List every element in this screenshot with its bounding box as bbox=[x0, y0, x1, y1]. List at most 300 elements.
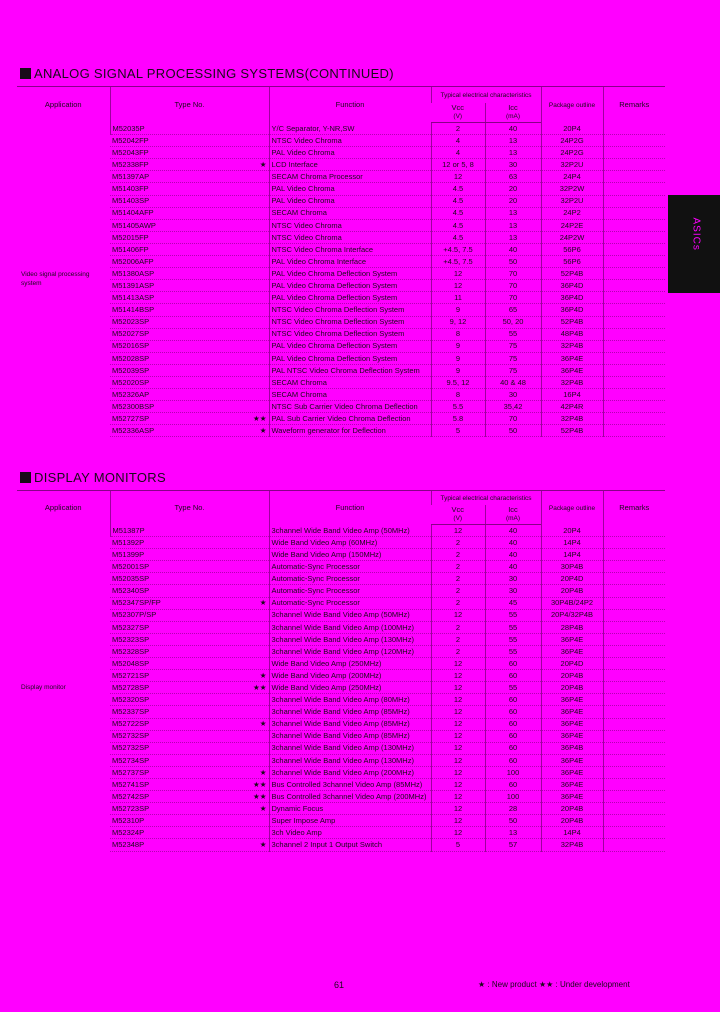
remarks-cell bbox=[603, 549, 665, 561]
table-row bbox=[17, 778, 665, 790]
vcc-cell: 5.8 bbox=[431, 413, 485, 425]
function-cell: PAL Video Chroma bbox=[269, 183, 431, 195]
vcc-cell: 12 bbox=[431, 525, 485, 537]
icc-cell: 30 bbox=[485, 159, 541, 171]
type-no: M52741SP bbox=[112, 779, 150, 789]
package-cell: 36P4E bbox=[541, 791, 603, 803]
package-cell: 20P4 bbox=[541, 525, 603, 537]
icc-cell: 70 bbox=[485, 280, 541, 292]
package-cell: 20P4B bbox=[541, 815, 603, 827]
vcc-cell: 12 bbox=[431, 718, 485, 730]
vcc-cell: 12 bbox=[431, 742, 485, 754]
col-remarks: Remarks bbox=[603, 491, 665, 525]
type-no-cell bbox=[110, 525, 269, 537]
icc-cell: 13 bbox=[485, 827, 541, 839]
function-cell: Super Impose Amp bbox=[269, 815, 431, 827]
type-no: M51387P bbox=[112, 525, 145, 535]
icc-cell: 13 bbox=[485, 135, 541, 147]
type-no-cell bbox=[110, 425, 269, 437]
square-bullet-icon bbox=[20, 68, 31, 79]
icc-cell: 35,42 bbox=[485, 401, 541, 413]
type-no: M51403FP bbox=[112, 184, 149, 194]
icc-cell: 40 bbox=[485, 525, 541, 537]
type-no-cell bbox=[110, 778, 269, 790]
type-no-cell bbox=[110, 682, 269, 694]
vcc-cell: 12 bbox=[431, 778, 485, 790]
type-no: M52337SP bbox=[112, 707, 150, 717]
remarks-cell bbox=[603, 658, 665, 670]
package-cell: 20P4D bbox=[541, 573, 603, 585]
table-row bbox=[17, 340, 665, 352]
icc-cell: 75 bbox=[485, 364, 541, 376]
col-function: Function bbox=[269, 87, 431, 123]
table-row bbox=[17, 352, 665, 364]
type-no: M51405AWP bbox=[112, 220, 156, 230]
icc-cell: 50 bbox=[485, 815, 541, 827]
star-icon: ★★ bbox=[253, 683, 267, 693]
star-icon: ★ bbox=[259, 840, 267, 850]
table-row bbox=[17, 645, 665, 657]
function-cell: 3channel Wide Band Video Amp (50MHz) bbox=[269, 609, 431, 621]
col-package: Package outline bbox=[541, 87, 603, 123]
remarks-cell bbox=[603, 159, 665, 171]
function-cell: PAL Video Chroma Deflection System bbox=[269, 352, 431, 364]
type-no: M52347SP/FP bbox=[112, 598, 161, 608]
vcc-cell: 9 bbox=[431, 352, 485, 364]
function-cell: SECAM Chroma bbox=[269, 207, 431, 219]
package-cell: 36P4E bbox=[541, 364, 603, 376]
remarks-cell bbox=[603, 609, 665, 621]
remarks-cell bbox=[603, 243, 665, 255]
function-cell: Y/C Separator, Y-NR,SW bbox=[269, 123, 431, 135]
type-no: M52340SP bbox=[112, 586, 150, 596]
type-no: M52323SP bbox=[112, 634, 150, 644]
package-cell: 24P2G bbox=[541, 147, 603, 159]
type-no: M51391ASP bbox=[112, 281, 155, 291]
icc-cell: 45 bbox=[485, 597, 541, 609]
col-typical: Typical electrical characteristics bbox=[431, 87, 541, 103]
type-no-cell bbox=[110, 803, 269, 815]
function-cell: NTSC Video Chroma Interface bbox=[269, 243, 431, 255]
function-cell: Bus Controlled 3channel Video Amp (85MHz) bbox=[269, 778, 431, 790]
icc-cell: 60 bbox=[485, 754, 541, 766]
type-no-cell bbox=[110, 633, 269, 645]
type-no-cell bbox=[110, 123, 269, 135]
function-cell: 3channel Wide Band Video Amp (85MHz) bbox=[269, 706, 431, 718]
function-cell: PAL NTSC Video Chroma Deflection System bbox=[269, 364, 431, 376]
icc-cell: 13 bbox=[485, 231, 541, 243]
remarks-cell bbox=[603, 585, 665, 597]
table-row bbox=[17, 389, 665, 401]
table-row bbox=[17, 742, 665, 754]
type-no-cell bbox=[110, 340, 269, 352]
function-cell: 3channel Wide Band Video Amp (130MHz) bbox=[269, 754, 431, 766]
vcc-cell: 2 bbox=[431, 597, 485, 609]
type-no: M52348P bbox=[112, 840, 145, 850]
icc-cell: 40 & 48 bbox=[485, 376, 541, 388]
function-cell: 3channel 2 Input 1 Output Switch bbox=[269, 839, 431, 851]
vcc-cell: 12 bbox=[431, 706, 485, 718]
type-no-cell bbox=[110, 219, 269, 231]
function-cell: Bus Controlled 3channel Video Amp (200MHz) bbox=[269, 791, 431, 803]
remarks-cell bbox=[603, 352, 665, 364]
vcc-cell: 5.5 bbox=[431, 401, 485, 413]
package-cell: 36P4E bbox=[541, 730, 603, 742]
icc-cell: 57 bbox=[485, 839, 541, 851]
table-row bbox=[17, 682, 665, 694]
package-cell: 24P2E bbox=[541, 219, 603, 231]
table-row bbox=[17, 268, 665, 280]
package-cell: 36P4D bbox=[541, 292, 603, 304]
table-row bbox=[17, 243, 665, 255]
analog-title-text: ANALOG SIGNAL PROCESSING SYSTEMS(CONTINUED) bbox=[34, 66, 394, 81]
table-row bbox=[17, 183, 665, 195]
type-no-cell bbox=[110, 280, 269, 292]
function-cell: Wide Band Video Amp (250MHz) bbox=[269, 658, 431, 670]
icc-cell: 20 bbox=[485, 183, 541, 195]
type-no: M52039SP bbox=[112, 365, 150, 375]
remarks-cell bbox=[603, 682, 665, 694]
function-cell: PAL Video Chroma Deflection System bbox=[269, 292, 431, 304]
application-cell: Display monitor bbox=[21, 683, 66, 691]
vcc-cell: 9.5, 12 bbox=[431, 376, 485, 388]
display-spec-table bbox=[17, 490, 665, 852]
function-cell: 3channel Wide Band Video Amp (80MHz) bbox=[269, 694, 431, 706]
type-no: M52035P bbox=[112, 123, 145, 133]
icc-cell: 60 bbox=[485, 730, 541, 742]
package-cell: 20P4B bbox=[541, 585, 603, 597]
type-no: M52721SP bbox=[112, 670, 150, 680]
function-cell: 3channel Wide Band Video Amp (85MHz) bbox=[269, 718, 431, 730]
table-row bbox=[17, 694, 665, 706]
package-cell: 32P2U bbox=[541, 159, 603, 171]
package-cell: 36P4E bbox=[541, 645, 603, 657]
table-row bbox=[17, 658, 665, 670]
table-row bbox=[17, 585, 665, 597]
type-no: M52023SP bbox=[112, 317, 150, 327]
type-no: M52028SP bbox=[112, 353, 150, 363]
type-no: M52326AP bbox=[112, 389, 150, 399]
table-row bbox=[17, 147, 665, 159]
function-cell: 3channel Wide Band Video Amp (200MHz) bbox=[269, 766, 431, 778]
table-row bbox=[17, 304, 665, 316]
package-cell: 20P4B bbox=[541, 670, 603, 682]
type-no: M51414BSP bbox=[112, 305, 155, 315]
vcc-cell: 12 bbox=[431, 694, 485, 706]
type-no: M52722SP bbox=[112, 719, 150, 729]
package-cell: 32P4B bbox=[541, 376, 603, 388]
package-cell: 28P4B bbox=[541, 621, 603, 633]
package-cell: 14P4 bbox=[541, 549, 603, 561]
table-row bbox=[17, 839, 665, 851]
package-cell: 36P4E bbox=[541, 694, 603, 706]
table-row bbox=[17, 609, 665, 621]
remarks-cell bbox=[603, 694, 665, 706]
table-row bbox=[17, 292, 665, 304]
icc-cell: 55 bbox=[485, 682, 541, 694]
type-no-cell bbox=[110, 183, 269, 195]
type-no: M52327SP bbox=[112, 622, 150, 632]
remarks-cell bbox=[603, 364, 665, 376]
star-icon: ★ bbox=[259, 160, 267, 170]
table-row bbox=[17, 766, 665, 778]
table-row bbox=[17, 597, 665, 609]
type-no-cell bbox=[110, 718, 269, 730]
vcc-cell: 12 bbox=[431, 171, 485, 183]
side-tab-label: ASICs bbox=[690, 217, 702, 251]
type-no-cell bbox=[110, 207, 269, 219]
function-cell: PAL Video Chroma Deflection System bbox=[269, 280, 431, 292]
remarks-cell bbox=[603, 766, 665, 778]
package-cell: 30P4B bbox=[541, 561, 603, 573]
vcc-cell: 8 bbox=[431, 328, 485, 340]
col-icc: Icc (mA) bbox=[485, 103, 541, 123]
vcc-cell: 12 or 5, 8 bbox=[431, 159, 485, 171]
type-no: M52043FP bbox=[112, 147, 149, 157]
col-remarks: Remarks bbox=[603, 87, 665, 123]
vcc-cell: 12 bbox=[431, 791, 485, 803]
type-no: M51380ASP bbox=[112, 268, 155, 278]
type-no-cell bbox=[110, 195, 269, 207]
remarks-cell bbox=[603, 171, 665, 183]
remarks-cell bbox=[603, 597, 665, 609]
type-no: M52732SP bbox=[112, 731, 150, 741]
vcc-cell: 2 bbox=[431, 621, 485, 633]
table-row bbox=[17, 425, 665, 437]
package-cell: 32P2W bbox=[541, 183, 603, 195]
analog-section-title bbox=[20, 66, 394, 81]
table-row bbox=[17, 159, 665, 171]
type-no-cell bbox=[110, 304, 269, 316]
type-no: M52734SP bbox=[112, 755, 150, 765]
table-row bbox=[17, 803, 665, 815]
icc-cell: 50 bbox=[485, 425, 541, 437]
vcc-cell: 2 bbox=[431, 537, 485, 549]
table-row bbox=[17, 525, 665, 537]
table-row bbox=[17, 573, 665, 585]
package-cell: 36P4E bbox=[541, 352, 603, 364]
table-row bbox=[17, 754, 665, 766]
vcc-cell: 2 bbox=[431, 585, 485, 597]
package-cell: 42P4R bbox=[541, 401, 603, 413]
star-legend: ★ : New product ★★ : Under development bbox=[478, 980, 630, 989]
icc-cell: 70 bbox=[485, 292, 541, 304]
vcc-cell: 4.5 bbox=[431, 219, 485, 231]
package-cell: 24P4 bbox=[541, 171, 603, 183]
type-no-cell bbox=[110, 243, 269, 255]
asics-side-tab bbox=[668, 195, 720, 293]
icc-cell: 70 bbox=[485, 268, 541, 280]
remarks-cell bbox=[603, 791, 665, 803]
icc-cell: 100 bbox=[485, 791, 541, 803]
vcc-cell: 4 bbox=[431, 135, 485, 147]
vcc-cell: 2 bbox=[431, 549, 485, 561]
vcc-cell: 4.5 bbox=[431, 231, 485, 243]
type-no-cell bbox=[110, 292, 269, 304]
type-no: M52020SP bbox=[112, 377, 150, 387]
star-icon: ★★ bbox=[253, 779, 267, 789]
table-row bbox=[17, 621, 665, 633]
package-cell: 24P2G bbox=[541, 135, 603, 147]
icc-cell: 75 bbox=[485, 352, 541, 364]
type-no: M52336ASP bbox=[112, 426, 155, 436]
type-no: M52728SP bbox=[112, 683, 150, 693]
package-cell: 20P4 bbox=[541, 123, 603, 135]
star-icon: ★ bbox=[259, 426, 267, 436]
function-cell: PAL Sub Carrier Video Chroma Deflection bbox=[269, 413, 431, 425]
type-no: M52324P bbox=[112, 828, 145, 838]
function-cell: Waveform generator for Deflection bbox=[269, 425, 431, 437]
remarks-cell bbox=[603, 742, 665, 754]
function-cell: NTSC Video Chroma Deflection System bbox=[269, 316, 431, 328]
package-cell: 52P4B bbox=[541, 268, 603, 280]
function-cell: Wide Band Video Amp (200MHz) bbox=[269, 670, 431, 682]
col-application: Application bbox=[17, 87, 110, 123]
icc-cell: 40 bbox=[485, 123, 541, 135]
icc-cell: 60 bbox=[485, 718, 541, 730]
type-no-cell bbox=[110, 171, 269, 183]
remarks-cell bbox=[603, 561, 665, 573]
vcc-cell: 12 bbox=[431, 280, 485, 292]
remarks-cell bbox=[603, 827, 665, 839]
type-no-cell bbox=[110, 694, 269, 706]
type-no: M52006AFP bbox=[112, 256, 154, 266]
vcc-cell: 4.5 bbox=[431, 195, 485, 207]
vcc-cell: 2 bbox=[431, 573, 485, 585]
remarks-cell bbox=[603, 778, 665, 790]
vcc-cell: 9, 12 bbox=[431, 316, 485, 328]
remarks-cell bbox=[603, 304, 665, 316]
function-cell: Wide Band Video Amp (150MHz) bbox=[269, 549, 431, 561]
type-no: M52042FP bbox=[112, 135, 149, 145]
table-row bbox=[17, 376, 665, 388]
table-row bbox=[17, 195, 665, 207]
remarks-cell bbox=[603, 231, 665, 243]
function-cell: NTSC Video Chroma bbox=[269, 219, 431, 231]
type-no-cell bbox=[110, 742, 269, 754]
icc-cell: 55 bbox=[485, 609, 541, 621]
type-no-cell bbox=[110, 730, 269, 742]
type-no: M52320SP bbox=[112, 695, 150, 705]
type-no-cell bbox=[110, 585, 269, 597]
function-cell: Wide Band Video Amp (60MHz) bbox=[269, 537, 431, 549]
function-cell: NTSC Video Chroma Deflection System bbox=[269, 304, 431, 316]
remarks-cell bbox=[603, 803, 665, 815]
package-cell: 36P4D bbox=[541, 304, 603, 316]
type-no: M52300BSP bbox=[112, 401, 155, 411]
function-cell: SECAM Chroma Processor bbox=[269, 171, 431, 183]
table-row bbox=[17, 827, 665, 839]
vcc-cell: 12 bbox=[431, 803, 485, 815]
package-cell: 20P4D bbox=[541, 658, 603, 670]
function-cell: Automatic-Sync Processor bbox=[269, 597, 431, 609]
remarks-cell bbox=[603, 573, 665, 585]
icc-cell: 70 bbox=[485, 413, 541, 425]
vcc-cell: 12 bbox=[431, 730, 485, 742]
star-icon: ★ bbox=[259, 767, 267, 777]
remarks-cell bbox=[603, 525, 665, 537]
package-cell: 36P4D bbox=[541, 280, 603, 292]
vcc-cell: 2 bbox=[431, 123, 485, 135]
col-type-no: Type No. bbox=[110, 491, 269, 525]
remarks-cell bbox=[603, 706, 665, 718]
type-no-cell bbox=[110, 766, 269, 778]
vcc-cell: 9 bbox=[431, 364, 485, 376]
type-no-cell bbox=[110, 389, 269, 401]
table-row bbox=[17, 135, 665, 147]
package-cell: 52P4B bbox=[541, 316, 603, 328]
display-title-text: DISPLAY MONITORS bbox=[34, 470, 166, 485]
type-no-cell bbox=[110, 147, 269, 159]
vcc-cell: 4.5 bbox=[431, 207, 485, 219]
type-no-cell bbox=[110, 268, 269, 280]
remarks-cell bbox=[603, 754, 665, 766]
function-cell: PAL Video Chroma Deflection System bbox=[269, 340, 431, 352]
function-cell: 3channel Wide Band Video Amp (50MHz) bbox=[269, 525, 431, 537]
type-no-cell bbox=[110, 256, 269, 268]
type-no-cell bbox=[110, 621, 269, 633]
type-no: M52727SP bbox=[112, 414, 150, 424]
type-no-cell bbox=[110, 231, 269, 243]
function-cell: Dynamic Focus bbox=[269, 803, 431, 815]
type-no: M52328SP bbox=[112, 646, 150, 656]
vcc-cell: 8 bbox=[431, 389, 485, 401]
type-no: M52737SP bbox=[112, 767, 150, 777]
table-row bbox=[17, 256, 665, 268]
table-row bbox=[17, 730, 665, 742]
type-no: M52732SP bbox=[112, 743, 150, 753]
table-row bbox=[17, 670, 665, 682]
table-row bbox=[17, 718, 665, 730]
remarks-cell bbox=[603, 839, 665, 851]
col-application: Application bbox=[17, 491, 110, 525]
type-no-cell bbox=[110, 537, 269, 549]
remarks-cell bbox=[603, 147, 665, 159]
icc-cell: 50, 20 bbox=[485, 316, 541, 328]
table-row bbox=[17, 123, 665, 135]
package-cell: 24P2W bbox=[541, 231, 603, 243]
type-no-cell bbox=[110, 839, 269, 851]
vcc-cell: 11 bbox=[431, 292, 485, 304]
package-cell: 14P4 bbox=[541, 827, 603, 839]
package-cell: 36P4E bbox=[541, 633, 603, 645]
type-no-cell bbox=[110, 658, 269, 670]
type-no-cell bbox=[110, 328, 269, 340]
table-row bbox=[17, 316, 665, 328]
type-no: M51404AFP bbox=[112, 208, 154, 218]
analog-spec-table bbox=[17, 86, 665, 437]
remarks-cell bbox=[603, 135, 665, 147]
function-cell: Automatic-Sync Processor bbox=[269, 561, 431, 573]
type-no-cell bbox=[110, 827, 269, 839]
icc-cell: 13 bbox=[485, 207, 541, 219]
icc-cell: 60 bbox=[485, 694, 541, 706]
type-no: M52338FP bbox=[112, 160, 149, 170]
application-cell: Video signal processing system bbox=[21, 271, 90, 287]
type-no-cell bbox=[110, 413, 269, 425]
icc-cell: 50 bbox=[485, 256, 541, 268]
function-cell: PAL Video Chroma bbox=[269, 195, 431, 207]
display-section-title bbox=[20, 470, 166, 485]
col-package: Package outline bbox=[541, 491, 603, 525]
icc-cell: 55 bbox=[485, 328, 541, 340]
package-cell: 36P4E bbox=[541, 706, 603, 718]
remarks-cell bbox=[603, 621, 665, 633]
vcc-cell: 5 bbox=[431, 839, 485, 851]
vcc-cell: 12 bbox=[431, 827, 485, 839]
star-icon: ★ bbox=[259, 719, 267, 729]
vcc-cell: 4 bbox=[431, 147, 485, 159]
